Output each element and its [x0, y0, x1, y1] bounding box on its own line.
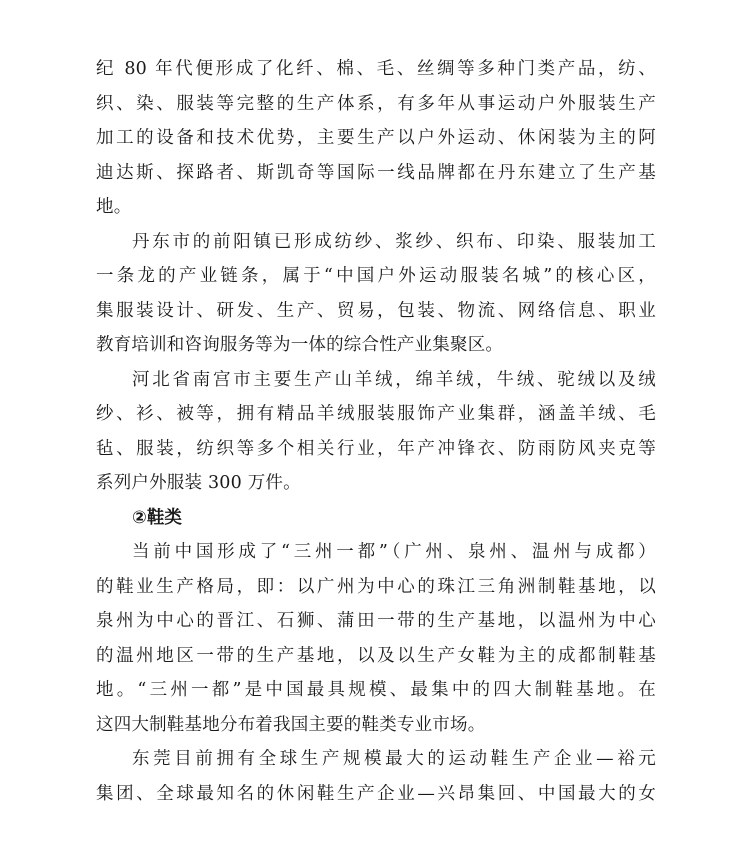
document-page — [96, 52, 656, 811]
text-line: 纱、衫、被等，拥有精品羊绒服装服饰产业集群，涵盖羊绒、毛 — [96, 404, 656, 424]
section-heading: ②鞋类 — [132, 507, 182, 528]
text-line: 集团、全球最知名的休闲鞋生产企业—兴昂集回、中国最大的女 — [96, 783, 656, 804]
text-line: 泉州为中心的晋江、石狮、蒲田一带的生产基地，以温州为中心 — [96, 611, 656, 631]
text-line: 教育培训和咨询服务等为一体的综合性产业集聚区。 — [96, 335, 504, 355]
text-line: 的鞋业生产格局，即：以广州为中心的珠江三角洲制鞋基地，以 — [96, 576, 656, 597]
text-line: 地。 — [96, 197, 132, 217]
text-line: 当前中国形成了“三州一都”（广州、泉州、温州与成都） — [132, 542, 656, 562]
text-line: 迪达斯、探路者、斯凯奇等国际一线品牌都在丹东建立了生产基 — [96, 162, 656, 183]
text-line: 地。“三州一都”是中国最具规模、最集中的四大制鞋基地。在 — [96, 680, 656, 700]
paragraph — [96, 52, 656, 225]
text-line: 这四大制鞋基地分布着我国主要的鞋类专业市场。 — [96, 714, 486, 735]
paragraph — [96, 742, 656, 811]
text-line: 河北省南宫市主要生产山羊绒，绵羊绒，牛绒、驼绒以及绒 — [132, 369, 656, 390]
text-line: 一条龙的产业链条，属于“中国户外运动服装名城”的核心区， — [96, 266, 656, 286]
text-line: 的温州地区一带的生产基地，以及以生产女鞋为主的成都制鞋基 — [96, 645, 656, 666]
paragraph — [96, 535, 656, 742]
text-line: 纪 80 年代便形成了化纤、棉、毛、丝绸等多种门类产品，纺、 — [96, 59, 656, 79]
text-line: 丹东市的前阳镇已形成纺纱、浆纱、织布、印染、服装加工 — [132, 231, 656, 252]
text-line: 毡、服装，纺织等多个相关行业，年产冲锋衣、防雨防风夹克等 — [96, 438, 656, 459]
paragraph — [96, 363, 656, 501]
text-line: 集服装设计、研发、生产、贸易，包装、物流、网络信息、职业 — [96, 300, 656, 321]
paragraph — [96, 225, 656, 363]
text-line: 加工的设备和技术优势，主要生产以户外运动、休闲装为主的阿 — [96, 128, 656, 148]
text-line: 东莞目前拥有全球生产规模最大的运动鞋生产企业—裕元 — [132, 749, 656, 769]
text-line: 织、染、服装等完整的生产体系，有多年从事运动户外服装生产 — [96, 93, 656, 114]
text-line: 系列户外服装 300 万件。 — [96, 473, 301, 493]
